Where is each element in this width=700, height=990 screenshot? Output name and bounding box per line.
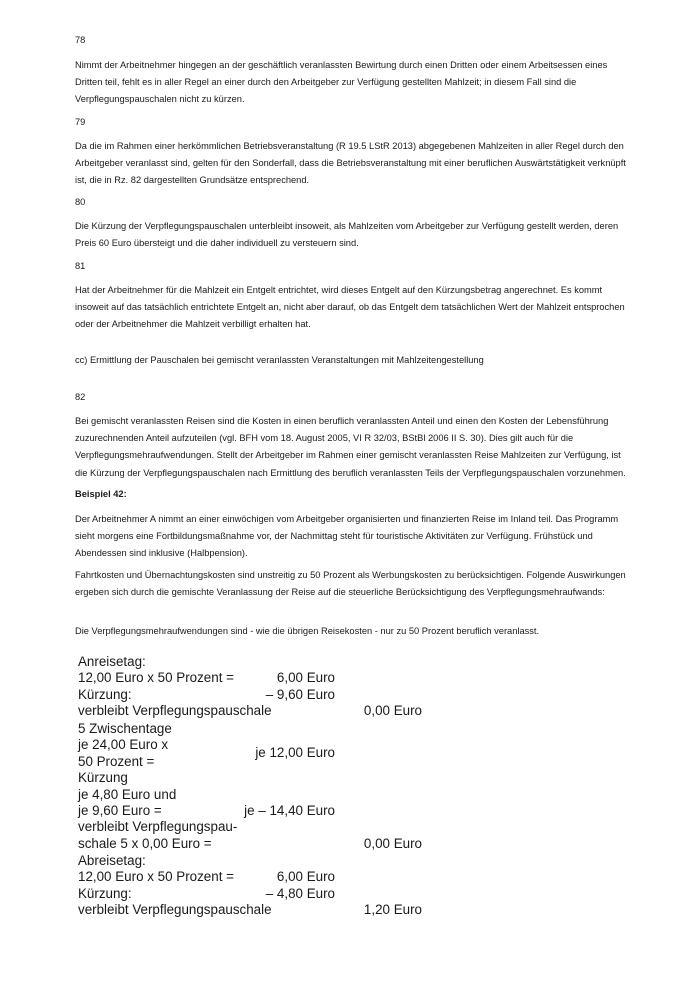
calc-row [78,687,438,703]
section-heading-cc: cc) Ermittlung der Pauschalen bei gemischt veranlassten Veranstaltungen mit Mahlzeitengestellung [75,355,484,365]
calc-row [78,803,438,819]
paragraph-79: Da die im Rahmen einer herkömmlichen Betriebsveranstaltung (R 19.5 LStR 2013) abgegebenen Mahlzeiten in aller Regel durch den Arbeitgeber veranlasst sind, gelten für den Sonderfall, dass die Betriebsveranstaltung mit einer beruflichen Auswärtstätigkeit verknüpft ist, die in Rz. 82 dargestellten Grundsätze entsprechend. [75,141,626,186]
calc-result: 0,00 Euro [363,835,422,851]
calc-label: je 24,00 Euro x [78,737,169,753]
calc-row [78,721,438,737]
calc-label: Kürzung [78,770,128,786]
calc-label: 12,00 Euro x 50 Prozent = [78,670,234,686]
calc-result: 0,00 Euro [363,703,422,719]
calc-row [78,654,438,670]
example-paragraph-3: Die Verpflegungsmehraufwendungen sind - wie die übrigen Reisekosten - nur zu 50 Prozent beruflich veranlasst. [75,626,540,636]
paragraph-78: Nimmt der Arbeitnehmer hingegen an der geschäftlich veranlassten Bewirtung durch einen Dritten oder einem Arbeitsessen eines Dritten teil, fehlt es in aller Regel an einer durch den Arbeitgeber zur Verfügung gestellten Mahlzeit; in diesem Fall sind die Verpflegungspauschalen nicht zu kürzen. [75,60,608,105]
calc-row [78,787,438,803]
margin-number-80: 80 [75,197,86,207]
margin-number-82: 82 [75,392,86,402]
calc-label: verbleibt Verpflegungspauschale [78,902,272,918]
calc-label: verbleibt Verpflegungspau- [78,819,238,835]
calc-amount: 6,00 Euro [276,869,335,885]
calc-block-departure [78,853,438,919]
calc-row [78,886,438,902]
calc-label: verbleibt Verpflegungspauschale [78,703,272,719]
calc-row [78,853,438,869]
paragraph-82: Bei gemischt veranlassten Reisen sind die Kosten in einen beruflich veranlassten Anteil und einen den Kosten der Lebensführung zuzurechnenden Anteil aufzuteilen (vgl. BFH vom 18. August 2005, VI R 32/03, BStBl 2006 II S. 30). Dies gilt auch für die Verpflegungsmehraufwendungen. Stellt der Arbeitgeber im Rahmen einer gemischt veranlassten Reise Mahlzeiten zur Verfügung, ist die Kürzung der Verpflegungspauschalen nach Ermittlung des beruflich veranlassten Teils der Verpflegungspauschalen vorzunehmen. [75,416,626,478]
calc-row [78,869,438,885]
calc-block-intermediate-days [78,721,438,852]
calc-row [78,770,438,786]
calc-row [78,836,438,852]
calc-label: 50 Prozent = [78,753,155,769]
calc-amount: je 12,00 Euro [255,745,335,760]
example-heading: Beispiel 42: [75,489,127,499]
calc-label: 5 Zwischentage [78,721,172,736]
calc-label: schale 5 x 0,00 Euro = [78,835,212,851]
calc-block-arrival [78,654,438,720]
example-paragraph-2: Fahrtkosten und Übernachtungskosten sind unstreitig zu 50 Prozent als Werbungskosten zu berücksichtigen. Folgende Auswirkungen ergeben sich durch die gemischte Veranlassung der Reise auf die steuerliche Berücksichtigung des Verpflegungsmehraufwands: [75,570,626,598]
calc-amount: 6,00 Euro [276,670,335,686]
margin-number-78: 78 [75,35,86,45]
calc-label: Kürzung: [78,686,132,702]
calc-row [78,670,438,686]
calc-amount: je – 14,40 Euro [244,802,335,818]
calc-row [78,819,438,835]
paragraph-81: Hat der Arbeitnehmer für die Mahlzeit ein Entgelt entrichtet, wird dieses Entgelt auf den Kürzungsbetrag angerechnet. Es kommt insoweit auf das tatsächlich entrichtete Entgelt an, nicht aber darauf, ob das Entgelt dem tatsächlichen Wert der Mahlzeit entsprochen oder der Arbeitnehmer die Mahlzeit verbilligt erhalten hat. [75,285,625,330]
calc-label: 12,00 Euro x 50 Prozent = [78,869,234,885]
calc-label: Kürzung: [78,885,132,901]
calc-label: je 9,60 Euro = [78,802,162,818]
example-paragraph-1: Der Arbeitnehmer A nimmt an einer einwöchigen vom Arbeitgeber organisierten und finanzierten Reise im Inland teil. Das Programm sieht morgens eine Fortbildungsmaßnahme vor, der Nachmittag steht für touristische Aktivitäten zur Verfügung. Frühstück und Abendessen sind inklusive (Halbpension). [75,514,619,559]
calc-label: Anreisetag: [78,654,146,669]
calc-label: je 4,80 Euro und [78,786,177,802]
calc-label: Abreisetag: [78,853,146,868]
calc-row [78,703,438,719]
paragraph-80: Die Kürzung der Verpflegungspauschalen unterbleibt insoweit, als Mahlzeiten vom Arbeitgeber zur Verfügung gestellt werden, deren Preis 60 Euro übersteigt und die daher individuell zu versteuern sind. [75,221,619,249]
calc-amount: – 9,60 Euro [265,686,335,702]
margin-number-81: 81 [75,261,86,271]
calc-row [78,902,438,918]
calc-amount: – 4,80 Euro [265,885,335,901]
calc-result: 1,20 Euro [363,902,422,918]
margin-number-79: 79 [75,117,86,127]
